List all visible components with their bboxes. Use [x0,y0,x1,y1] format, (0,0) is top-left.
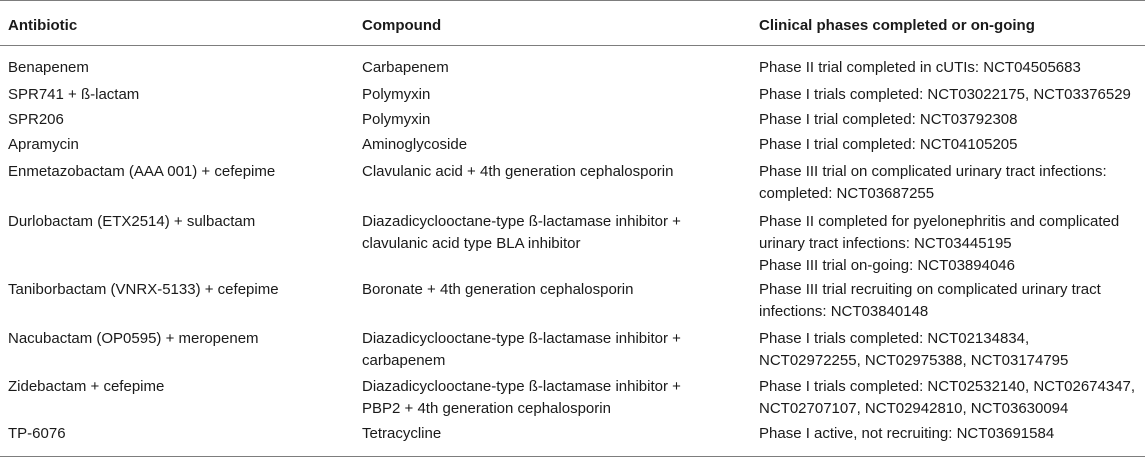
cell-antibiotic [8,423,66,445]
cell-compound [362,109,430,131]
cell-clinical-phases [759,109,1017,131]
cell-line: Enmetazobactam (AAA 001) + cefepime [8,163,276,180]
cell-antibiotic [8,109,64,131]
cell-line: Carbapenem [362,59,449,76]
header-clinical-phases: Clinical phases completed or on-going [759,17,1035,34]
cell-antibiotic [8,211,255,233]
cell-line: Durlobactam (ETX2514) + sulbactam [8,213,256,230]
cell-clinical-phases [759,84,1131,106]
cell-clinical-phases [759,279,1101,323]
cell-clinical-phases [759,161,1107,205]
cell-line: PBP2 + 4th generation cephalosporin [362,400,611,417]
cell-antibiotic [8,57,89,79]
cell-line: NCT02707107, NCT02942810, NCT03630094 [759,400,1069,417]
cell-antibiotic [8,161,275,183]
cell-antibiotic [8,328,259,350]
cell-line: infections: NCT03840148 [759,303,929,320]
cell-line: clavulanic acid type BLA inhibitor [362,235,581,252]
table-bottom-rule [0,456,1145,457]
cell-compound [362,161,673,183]
cell-line: Aminoglycoside [362,136,468,153]
cell-compound [362,84,430,106]
cell-clinical-phases [759,376,1135,420]
cell-line: TP-6076 [8,425,66,442]
table-top-rule [0,0,1145,1]
cell-compound [362,211,681,255]
cell-clinical-phases [759,328,1068,372]
cell-line: completed: NCT03687255 [759,185,935,202]
cell-line: carbapenem [362,352,446,369]
cell-compound [362,376,681,420]
cell-line: Polymyxin [362,111,431,128]
cell-line: Benapenem [8,59,89,76]
table-header-row [0,15,1145,39]
cell-line: Polymyxin [362,86,431,103]
cell-compound [362,134,467,156]
cell-line: Phase I active, not recruiting: NCT03691584 [759,425,1055,442]
cell-line: Phase III trial on complicated urinary tract infections: [759,163,1107,180]
cell-line: Diazadicyclooctane-type ß-lactamase inhibitor + [362,213,681,230]
cell-line: Phase II trial completed in cUTIs: NCT04505683 [759,59,1081,76]
cell-antibiotic [8,134,79,156]
cell-compound [362,423,441,445]
table-header-rule [0,45,1145,46]
cell-clinical-phases [759,134,1017,156]
cell-compound [362,57,449,79]
cell-clinical-phases [759,423,1054,445]
cell-line: Phase III trial recruiting on complicated urinary tract [759,281,1101,298]
cell-line: Phase I trials completed: NCT02532140, NCT02674347, [759,378,1136,395]
cell-line: Clavulanic acid + 4th generation cephalosporin [362,163,674,180]
cell-line: SPR206 [8,111,64,128]
cell-line: urinary tract infections: NCT03445195 [759,235,1012,252]
cell-clinical-phases [759,211,1119,277]
cell-clinical-phases [759,57,1081,79]
cell-compound [362,328,681,372]
cell-antibiotic [8,279,279,301]
cell-line: Zidebactam + cefepime [8,378,165,395]
cell-line: Phase I trials completed: NCT03022175, NCT03376529 [759,86,1131,103]
cell-line: Phase III trial on-going: NCT03894046 [759,257,1015,274]
cell-compound [362,279,633,301]
cell-line: Diazadicyclooctane-type ß-lactamase inhibitor + [362,330,681,347]
cell-line: Phase I trial completed: NCT03792308 [759,111,1018,128]
header-antibiotic: Antibiotic [8,17,78,34]
cell-line: NCT02972255, NCT02975388, NCT03174795 [759,352,1069,369]
cell-line: Nacubactam (OP0595) + meropenem [8,330,259,347]
cell-line: Phase I trial completed: NCT04105205 [759,136,1018,153]
cell-line: Boronate + 4th generation cephalosporin [362,281,634,298]
cell-line: Taniborbactam (VNRX-5133) + cefepime [8,281,279,298]
header-compound: Compound [362,17,442,34]
cell-antibiotic [8,84,139,106]
cell-line: Phase II completed for pyelonephritis and complicated [759,213,1120,230]
cell-line: Tetracycline [362,425,442,442]
cell-line: Apramycin [8,136,79,153]
cell-antibiotic [8,376,164,398]
cell-line: Diazadicyclooctane-type ß-lactamase inhibitor + [362,378,681,395]
cell-line: SPR741 + ß-lactam [8,86,140,103]
cell-line: Phase I trials completed: NCT02134834, [759,330,1030,347]
